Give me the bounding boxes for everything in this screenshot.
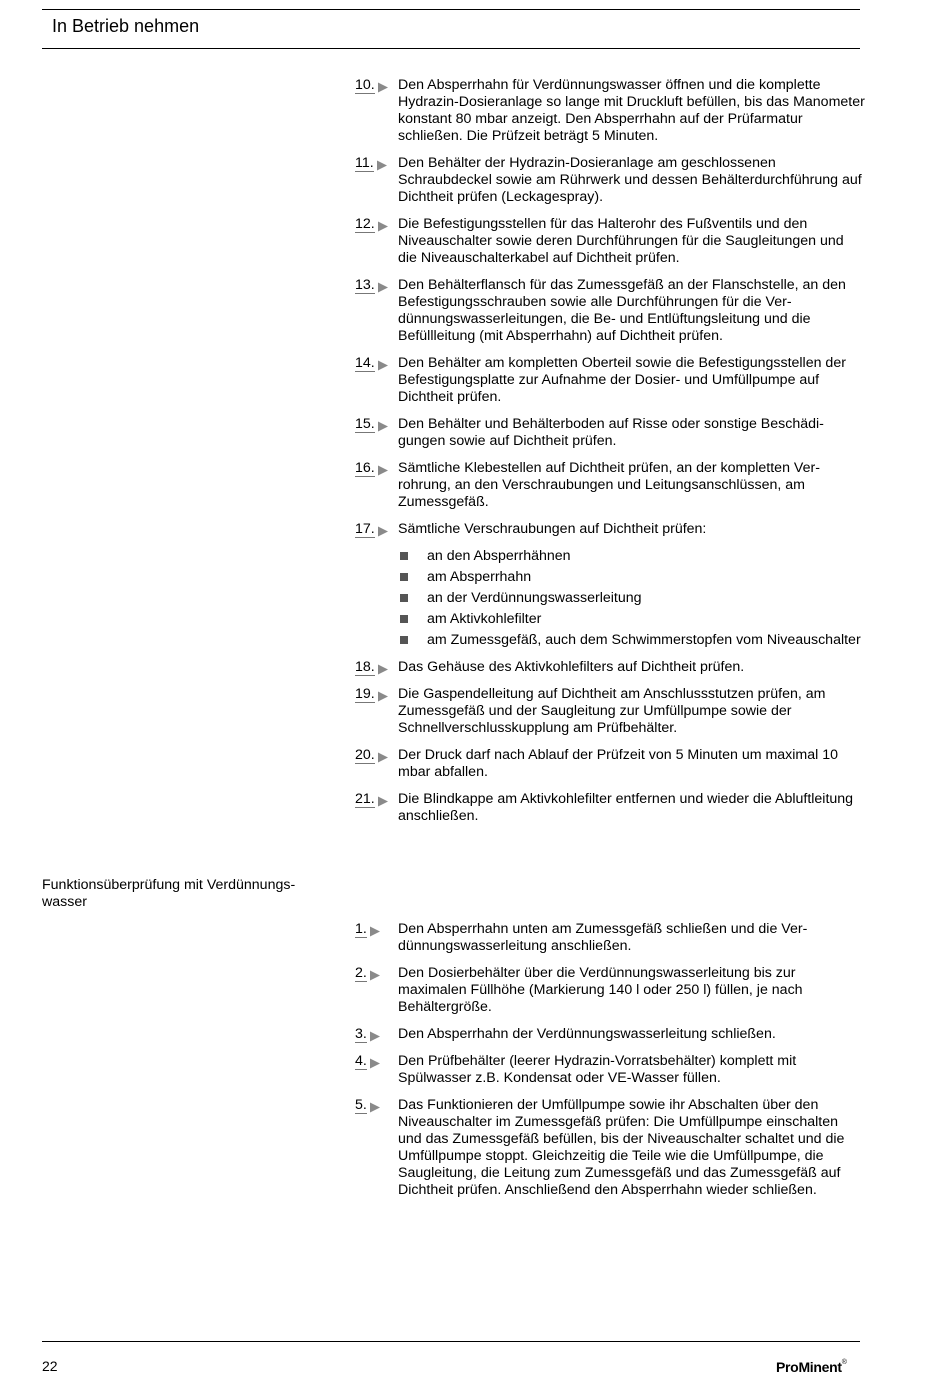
bullet-item [398, 569, 865, 586]
step-text: Sämtliche Verschraubungen auf Dichtheit prüfen: [398, 521, 707, 537]
header-bottom-rule [42, 48, 860, 49]
step-item [355, 791, 865, 825]
step-number-marker [355, 77, 398, 145]
step-number: 4. [355, 1053, 367, 1069]
step-number: 2. [355, 965, 367, 981]
step-number-marker [355, 965, 398, 1016]
step-text: Das Funktionieren der Umfüllpumpe sowie ihr Abschalten über den Niveauschalter im Zumessgefäß prüfen: Die Umfüllpumpe einschalten und das Zumessgefäß befüllen, bis der Niveauschalter schaltet und die Umfüllpumpe stoppt. Gleichzeitig die Teile wie die Umfüllpumpe, die Saugleitung, die Leitung zum Zumessgefäß und das Zumessgefäß auf Dichtheit prüfen. Anschließend den Absperrhahn wieder schließen. [398, 1097, 845, 1198]
step-item [355, 355, 865, 406]
step-item [355, 659, 865, 676]
step-text: Die Befestigungsstellen für das Halterohr des Fußventils und den Niveauschalter sowie deren Durchführungen für die Saugleitungen und die Niveauschalterkabel auf Dichtheit prüfen. [398, 216, 844, 266]
step-item [355, 965, 865, 1016]
step-number: 13. [355, 277, 375, 293]
steps-block-2 [355, 921, 865, 1209]
bullet-text: an den Absperrhähnen [427, 548, 571, 564]
step-number-marker [355, 659, 398, 676]
step-text: Den Dosierbehälter über die Verdünnungswasserleitung bis zur maximalen Füllhöhe (Markierung 140 l oder 250 l) füllen, je nach Behältergröße. [398, 965, 803, 1015]
step-list-b [355, 659, 865, 825]
step-number: 20. [355, 747, 375, 763]
step-text: Sämtliche Klebestellen auf Dichtheit prüfen, an der kompletten Verrohrung, an den Verschraubungen und Leitungsanschlüssen, am Zumessgefäß. [398, 460, 820, 510]
step-item [355, 416, 865, 450]
step-item [355, 747, 865, 781]
header-top-rule [42, 9, 860, 10]
step-item [355, 1053, 865, 1087]
step-number-marker [355, 686, 398, 737]
step-number: 11. [355, 155, 374, 171]
step-number-marker [355, 791, 398, 825]
square-bullet-icon [400, 552, 408, 560]
step-number-marker [355, 1053, 398, 1087]
step-number: 18. [355, 659, 375, 675]
footer-rule [42, 1341, 860, 1342]
step-number-marker [355, 921, 398, 955]
step-number: 17. [355, 521, 375, 537]
step-item [355, 921, 865, 955]
step-number-marker [355, 521, 398, 538]
step-arrow-icon [377, 282, 389, 293]
bullet-item [398, 632, 865, 649]
step-number-marker [355, 155, 398, 206]
step-arrow-icon [377, 526, 389, 537]
step-arrow-icon [369, 1058, 381, 1069]
step-arrow-icon [377, 796, 389, 807]
prominent-logo [776, 1359, 847, 1375]
step-arrow-icon [377, 465, 389, 476]
step-number: 12. [355, 216, 375, 232]
step-arrow-icon [377, 82, 389, 93]
bullet-item [398, 611, 865, 628]
step-text: Den Absperrhahn unten am Zumessgefäß schließen und die Verdünnungswasserleitung anschließen. [398, 921, 808, 954]
step-item [355, 77, 865, 145]
step-text: Den Absperrhahn der Verdünnungswasserleitung schließen. [398, 1026, 776, 1042]
step-number: 3. [355, 1026, 367, 1042]
step-arrow-icon [377, 691, 389, 702]
step-arrow-icon [377, 421, 389, 432]
square-bullet-icon [400, 636, 408, 644]
step-text: Der Druck darf nach Ablauf der Prüfzeit von 5 Minuten um maximal 10 mbar abfallen. [398, 747, 839, 780]
bullet-list [398, 548, 865, 649]
bullet-text: am Zumessgefäß, auch dem Schwimmerstopfen vom Niveauschalter [427, 632, 861, 648]
step-number-marker [355, 747, 398, 781]
step-arrow-icon [369, 926, 381, 937]
step-number: 21. [355, 791, 375, 807]
step-number-marker [355, 355, 398, 406]
step-number: 16. [355, 460, 375, 476]
step-text: Die Gaspendelleitung auf Dichtheit am Anschlussstutzen prüfen, am Zumessgefäß und der Saugleitung zur Umfüllpumpe sowie der Schnellverschlusskupplung am Prüfbehälter. [398, 686, 826, 736]
step-text: Den Behälter der Hydrazin-Dosieranlage am geschlossenen Schraubdeckel sowie am Rührwerk und dessen Behälterdurchführung auf Dichtheit prüfen (Leckagespray). [398, 155, 862, 205]
step-number-marker [355, 1026, 398, 1043]
step-arrow-icon [369, 1102, 381, 1113]
bullet-text: an der Verdünnungswasserleitung [427, 590, 642, 606]
step-text: Den Behälter und Behälterboden auf Risse oder sonstige Beschädigungen sowie auf Dichtheit prüfen. [398, 416, 824, 449]
square-bullet-icon [400, 573, 408, 581]
step-text: Den Prüfbehälter (leerer Hydrazin-Vorratsbehälter) komplett mit Spülwasser z.B. Kondensat oder VE-Wasser füllen. [398, 1053, 797, 1086]
logo-text: ProMinent [776, 1359, 842, 1375]
step-text: Den Absperrhahn für Verdünnungswasser öffnen und die komplette Hydrazin-Dosieranlage so lange mit Druckluft befüllen, bis das Manometer konstant 80 mbar anzeigt. Den Absperrhahn auf der Prüfarmatur schließen. Die Prüfzeit beträgt 5 Minuten. [398, 77, 865, 144]
page-number: 22 [42, 1358, 58, 1374]
step-number-marker [355, 416, 398, 450]
step-text: Den Behälterflansch für das Zumessgefäß an der Flanschstelle, an den Befestigungsschrauben sowie alle Durchführungen für die Verdünnungswasserleitungen, die Be- und Entlüftungsleitung und die Befüllleitung (mit Absperrhahn) auf Dichtheit prüfen. [398, 277, 846, 344]
square-bullet-icon [400, 594, 408, 602]
step-arrow-icon [369, 1031, 381, 1042]
logo-registered-mark: ® [841, 1359, 847, 1366]
step-arrow-icon [377, 752, 389, 763]
bullet-text: am Aktivkohlefilter [427, 611, 542, 627]
step-arrow-icon [377, 221, 389, 232]
step-number: 10. [355, 77, 375, 93]
bullet-text: am Absperrhahn [427, 569, 532, 585]
step-number-marker [355, 460, 398, 511]
step-text: Das Gehäuse des Aktivkohlefilters auf Dichtheit prüfen. [398, 659, 745, 675]
page-header-title: In Betrieb nehmen [52, 16, 200, 36]
step-item [355, 1097, 865, 1199]
step-number-marker [355, 1097, 398, 1199]
bullet-item [398, 548, 865, 565]
step-number: 15. [355, 416, 375, 432]
step-arrow-icon [369, 970, 381, 981]
step-item [355, 686, 865, 737]
step-number: 14. [355, 355, 375, 371]
steps-block-1 [355, 77, 865, 835]
step-item [355, 155, 865, 206]
step-text: Die Blindkappe am Aktivkohlefilter entfernen und wieder die Abluftleitung anschließen. [398, 791, 854, 824]
step-item [355, 460, 865, 511]
bullet-item [398, 590, 865, 607]
step-list-c [355, 921, 865, 1199]
step-number: 5. [355, 1097, 367, 1113]
step-item [355, 216, 865, 267]
step-item [355, 277, 865, 345]
step-list-a [355, 77, 865, 538]
section-heading: Funktionsüberprüfung mit Verdünnungswasser [42, 877, 296, 910]
step-number-marker [355, 277, 398, 345]
step-item [355, 521, 865, 538]
step-number-marker [355, 216, 398, 267]
step-text: Den Behälter am kompletten Oberteil sowie die Befestigungsstellen der Befestigungsplatte zur Aufnahme der Dosier- und Umfüllpumpe auf Dichtheit prüfen. [398, 355, 846, 405]
step-number: 1. [355, 921, 367, 937]
step-number: 19. [355, 686, 375, 702]
step-arrow-icon [377, 664, 389, 675]
step-item [355, 1026, 865, 1043]
square-bullet-icon [400, 615, 408, 623]
step-arrow-icon [376, 160, 388, 171]
step-arrow-icon [377, 360, 389, 371]
